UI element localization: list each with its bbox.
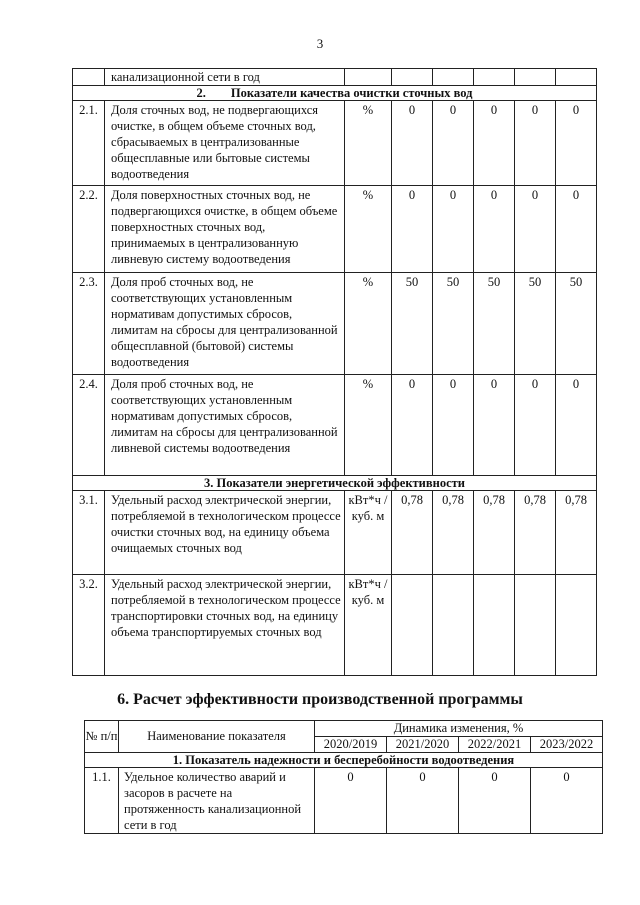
header-dynamics: Динамика изменения, % bbox=[315, 721, 603, 737]
row-text: Удельный расход электрической энергии, потребляемой в технологическом процессе транспортировки сточных вод, на единицу объема транспортируемых сточных вод bbox=[105, 575, 345, 676]
row-unit: кВт*ч /куб. м bbox=[345, 575, 392, 676]
row-unit: % bbox=[345, 375, 392, 476]
row-text: канализационной сети в год bbox=[105, 69, 345, 86]
row-text: Доля проб сточных вод, не соответствующих установленным нормативам допустимых сбросов, лимитам на сбросы для централизованной ливневой системы водоотведения bbox=[105, 375, 345, 476]
row-text: Удельный расход электрической энергии, потребляемой в технологическом процессе очистки сточных вод, на единицу объема очищаемых сточных вод bbox=[105, 491, 345, 575]
row-value: 0,78 bbox=[392, 491, 433, 575]
row-number: 2.4. bbox=[73, 375, 105, 476]
row-value: 0 bbox=[433, 186, 474, 273]
row-text: Доля сточных вод, не подвергающихся очистке, в общем объеме сточных вод, сбрасываемых в централизованные общесплавные или бытовые системы водоотведения bbox=[105, 101, 345, 186]
row-value: 0 bbox=[387, 768, 459, 834]
row-value: 50 bbox=[392, 273, 433, 375]
header-number: № п/п bbox=[85, 721, 119, 753]
row-value: 0 bbox=[556, 186, 597, 273]
row-value: 50 bbox=[433, 273, 474, 375]
header-name: Наименование показателя bbox=[119, 721, 315, 753]
row-text: Доля поверхностных сточных вод, не подвергающихся очистке, в общем объеме поверхностных сточных вод, принимаемых в централизованную ливневую систему водоотведения bbox=[105, 186, 345, 273]
row-value: 0 bbox=[433, 375, 474, 476]
row-value: 50 bbox=[515, 273, 556, 375]
header-year: 2021/2020 bbox=[387, 737, 459, 753]
row-value: 0,78 bbox=[433, 491, 474, 575]
row-value: 0 bbox=[556, 101, 597, 186]
section-row bbox=[73, 86, 597, 101]
table-row bbox=[73, 575, 597, 676]
row-value bbox=[556, 575, 597, 676]
row-unit: % bbox=[345, 101, 392, 186]
row-value: 0,78 bbox=[474, 491, 515, 575]
row-value bbox=[474, 575, 515, 676]
row-value: 0 bbox=[433, 101, 474, 186]
row-value: 0 bbox=[392, 375, 433, 476]
row-value: 0 bbox=[474, 375, 515, 476]
section-title: 3. Показатели энергетической эффективности bbox=[73, 476, 597, 491]
row-text: Доля проб сточных вод, не соответствующих установленным нормативам допустимых сбросов, лимитам на сбросы для централизованной общесплавной (бытовой) системы водоотведения bbox=[105, 273, 345, 375]
row-value bbox=[433, 575, 474, 676]
row-value: 0,78 bbox=[556, 491, 597, 575]
row-value: 0 bbox=[515, 186, 556, 273]
row-text: Удельное количество аварий и засоров в расчете на протяженность канализационной сети в год bbox=[119, 768, 315, 834]
row-number: 2.2. bbox=[73, 186, 105, 273]
row-unit: кВт*ч /куб. м bbox=[345, 491, 392, 575]
efficiency-table bbox=[84, 720, 603, 834]
table-row bbox=[73, 491, 597, 575]
header-row bbox=[85, 721, 603, 737]
table-row bbox=[73, 375, 597, 476]
table-row bbox=[73, 101, 597, 186]
row-value: 0 bbox=[459, 768, 531, 834]
row-number: 3.2. bbox=[73, 575, 105, 676]
table-row bbox=[73, 69, 597, 86]
section-title: 1. Показатель надежности и бесперебойности водоотведения bbox=[85, 753, 603, 768]
row-value: 0,78 bbox=[515, 491, 556, 575]
row-value: 50 bbox=[474, 273, 515, 375]
row-number: 2.3. bbox=[73, 273, 105, 375]
row-unit: % bbox=[345, 186, 392, 273]
row-value: 0 bbox=[515, 101, 556, 186]
page-number: 3 bbox=[316, 36, 324, 51]
row-number: 3.1. bbox=[73, 491, 105, 575]
row-value bbox=[392, 575, 433, 676]
table-row bbox=[73, 186, 597, 273]
section-heading: 6. Расчет эффективности производственной программы bbox=[117, 691, 523, 708]
section-row bbox=[85, 753, 603, 768]
table-row bbox=[85, 768, 603, 834]
header-year: 2020/2019 bbox=[315, 737, 387, 753]
row-value bbox=[515, 575, 556, 676]
section-title: 2. Показатели качества очистки сточных вод bbox=[73, 86, 597, 101]
row-value: 0 bbox=[515, 375, 556, 476]
header-year: 2023/2022 bbox=[531, 737, 603, 753]
header-year: 2022/2021 bbox=[459, 737, 531, 753]
row-value: 0 bbox=[556, 375, 597, 476]
row-value: 0 bbox=[392, 101, 433, 186]
row-number: 1.1. bbox=[85, 768, 119, 834]
section-row bbox=[73, 476, 597, 491]
indicators-table bbox=[72, 68, 597, 676]
row-value: 0 bbox=[315, 768, 387, 834]
row-unit: % bbox=[345, 273, 392, 375]
row-value: 0 bbox=[474, 101, 515, 186]
row-value: 0 bbox=[392, 186, 433, 273]
row-value: 0 bbox=[531, 768, 603, 834]
table-row bbox=[73, 273, 597, 375]
row-value: 0 bbox=[474, 186, 515, 273]
row-number: 2.1. bbox=[73, 101, 105, 186]
row-value: 50 bbox=[556, 273, 597, 375]
